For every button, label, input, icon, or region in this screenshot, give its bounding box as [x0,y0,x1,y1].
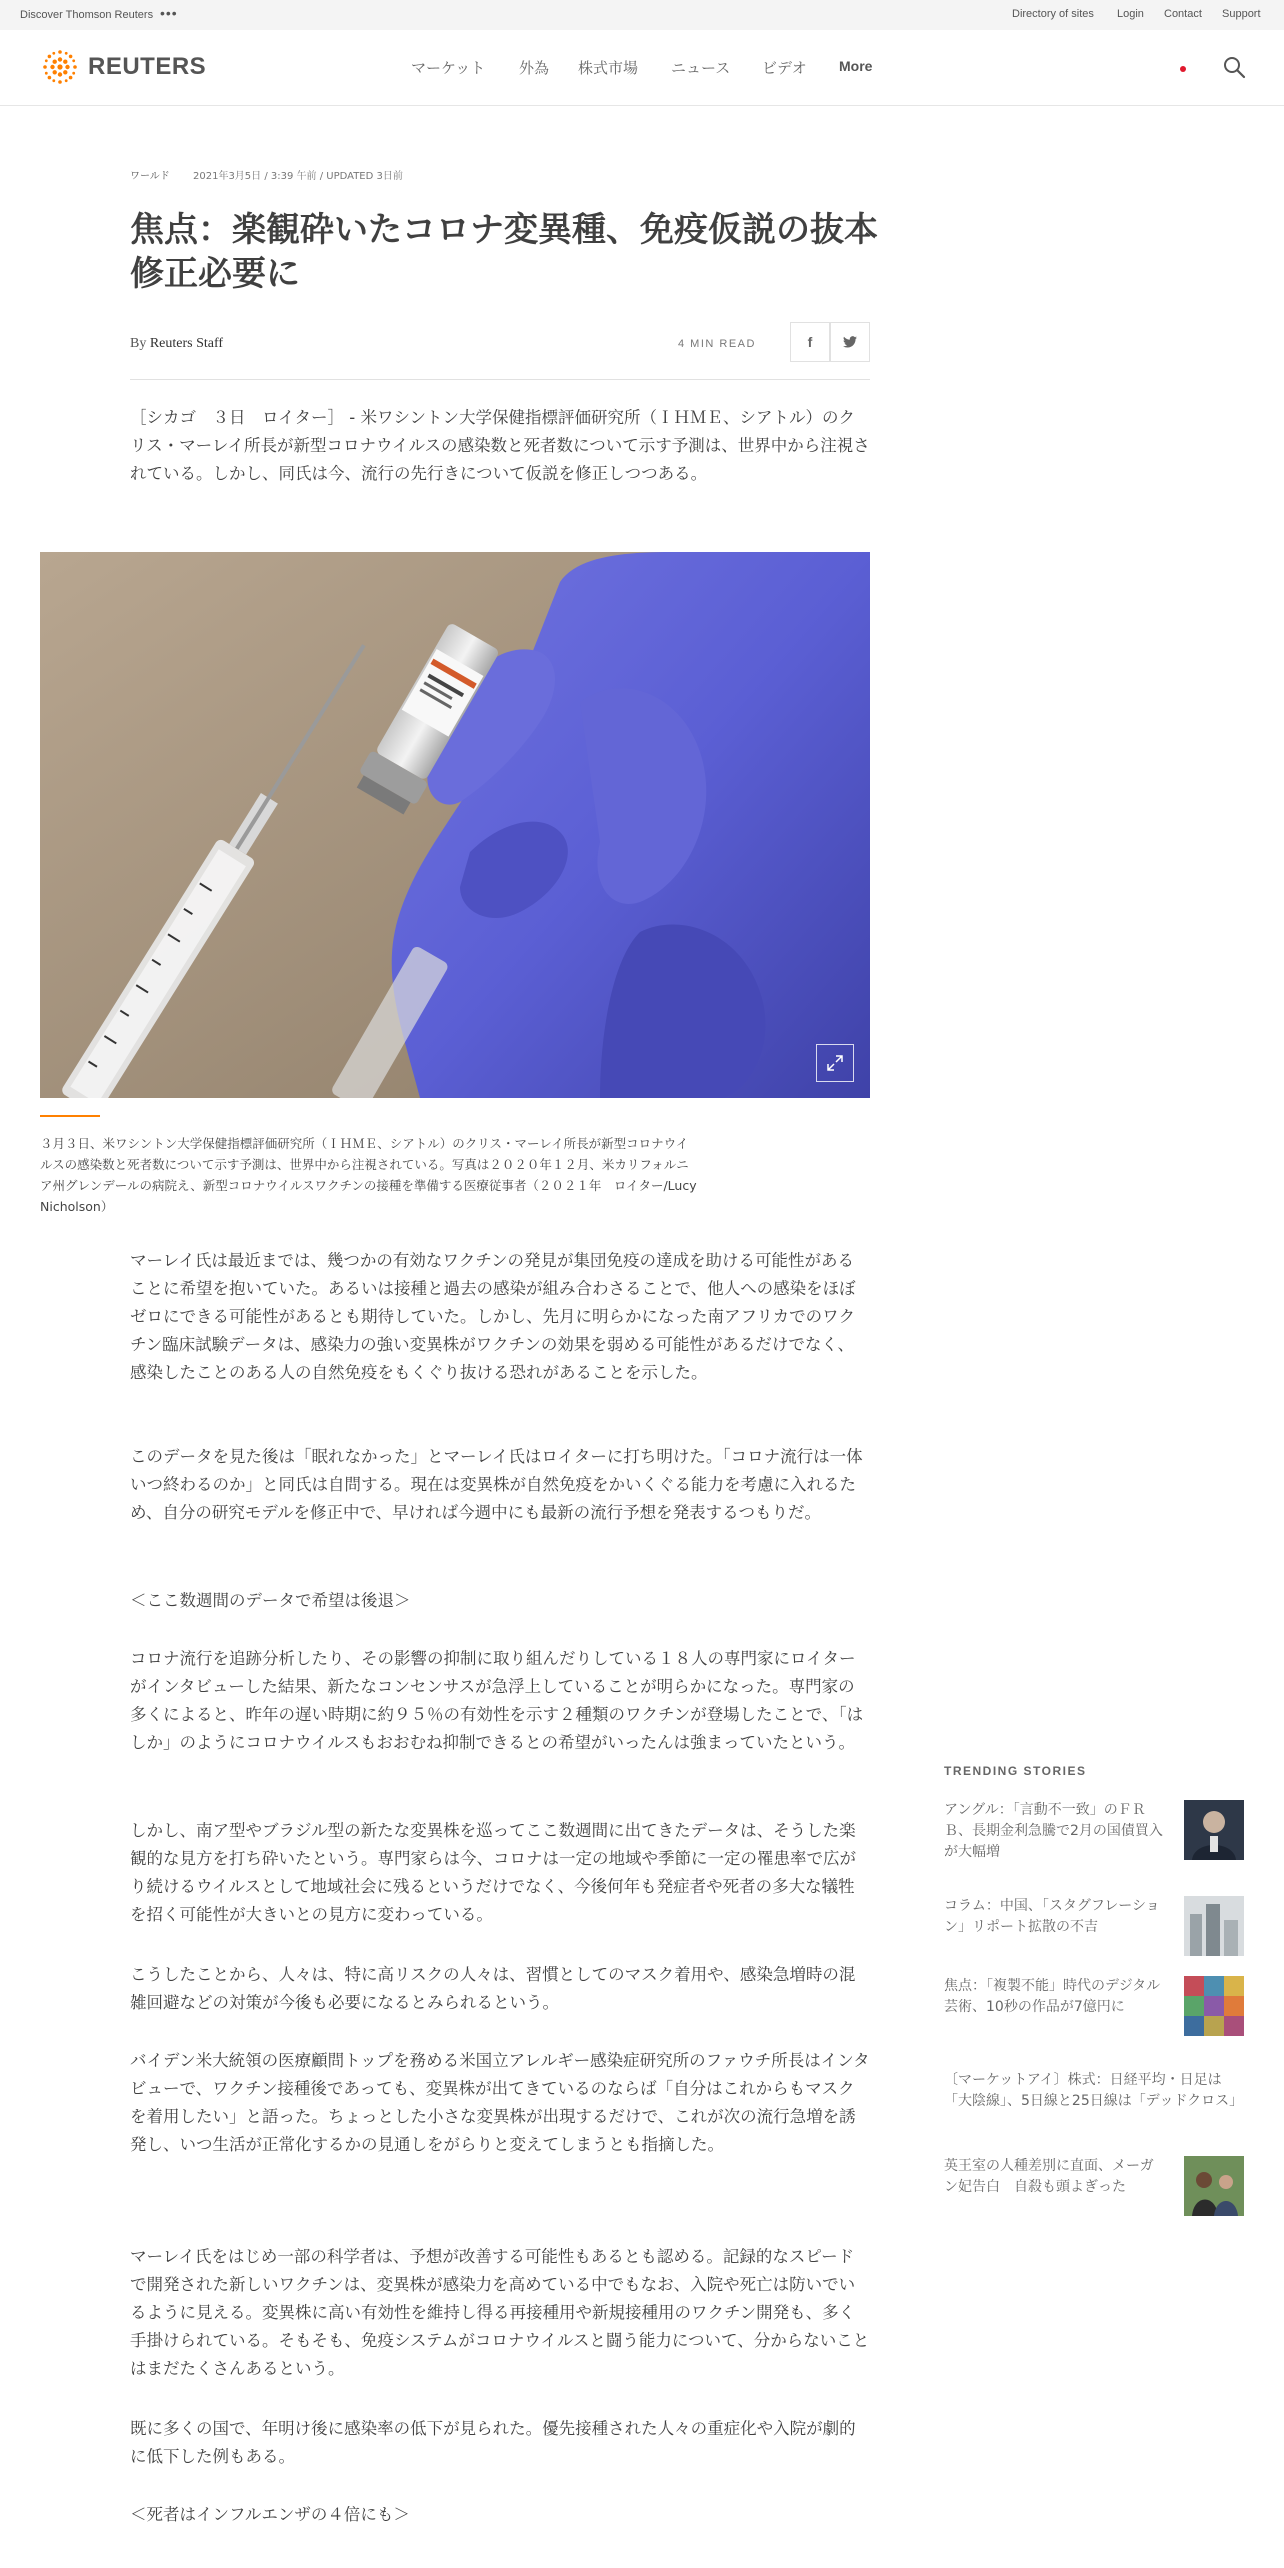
article-paragraph: コロナ流行を追跡分析したり、その影響の抑制に取り組んだりしている１８人の専門家にロイターがインタビューした結果、新たなコンセンサスが急浮上していることが明らかになった。専門家の多くによると、昨年の遅い時期に約９５％の有効性を示す２種類のワクチンが登場したことで、「はしか」のようにコロナウイルスもおおむね抑制できるとの希望がいったんは強まっていたという。 [130,1649,864,1752]
article-paragraph: しかし、南ア型やブラジル型の新たな変異株を巡ってここ数週間に出てきたデータは、そうした楽観的な見方を打ち砕いたという。専門家らは今、コロナは一定の地域や季節に一定の罹患率で広がり続けるウイルスとして地域社会に残るというだけでなく、今後何年も発症者や死者の多大な犠牲を招く可能性が大きいとの見方に変わっている。 [130,1821,856,1924]
expand-icon [827,1055,843,1071]
more-dots-icon[interactable]: ••• [160,5,178,21]
directory-link[interactable]: Directory of sites [1012,8,1094,20]
collage-thumbnail-image [1184,1976,1244,2036]
caption-rule [40,1115,100,1117]
logo-text: REUTERS [88,53,207,80]
trending-story-thumbnail[interactable] [1184,1896,1244,1956]
city-thumbnail-image [1184,1896,1244,1956]
byline-prefix: By [130,336,147,351]
japan-flag-icon[interactable] [1176,62,1190,76]
article-meta [130,167,403,182]
dateline: 2021年3月5日 / 3:39 午前 / UPDATED 3日前 [193,171,403,182]
search-icon[interactable] [1222,55,1246,79]
trending-story-headline[interactable]: 〔マーケットアイ〕株式：日経平均・日足は「大陰線」、5日線と25日線は「デッドクロス」 [944,2072,1244,2109]
byline-row [130,320,870,380]
photo-caption: ３月３日、米ワシントン大学保健指標評価研究所（ＩＨＭＥ、シアトル）のクリス・マーレイ所長が新型コロナウイルスの感染数と死者数について示す予測は、世界中から注視されている。写真は２０２０年１２月、米カリフォルニア州グレンデールの病院え、新型コロナウイルスワクチンの接種を準備する医療従事者（２０２１年 ロイター/Lucy Nicholson） [40,1136,697,1214]
twitter-share-button[interactable] [830,322,870,362]
byline [130,336,223,352]
trending-stories-title: TRENDING STORIES [944,1764,1087,1778]
vaccine-photo-image [40,552,870,1098]
top-utility-bar [0,0,1284,30]
author-link[interactable]: Reuters Staff [149,336,224,351]
article-photo[interactable] [40,552,870,1098]
trending-story-headline[interactable]: 焦点：「複製不能」時代のデジタル芸術、10秒の作品が7億円に [944,1978,1161,2015]
article-subheading: ＜死者はインフルエンザの４倍にも＞ [130,2505,410,2524]
nav-stocks[interactable]: 株式市場 [578,59,639,77]
nav-market[interactable]: マーケット [411,59,486,77]
discover-thomson-reuters-link[interactable]: Discover Thomson Reuters [20,9,154,21]
nav-video[interactable]: ビデオ [762,59,807,77]
interview-thumbnail-image [1184,2156,1244,2216]
nav-news[interactable]: ニュース [671,59,731,77]
article-paragraph: 既に多くの国で、年明け後に感染率の低下が見られた。優先接種された人々の重症化や入院が劇的に低下した例もある。 [130,2419,856,2466]
reuters-logo-icon [40,47,80,87]
reuters-logo[interactable] [40,47,206,87]
trending-story-headline[interactable]: コラム：中国、「スタグフレーション」リポート拡散の不吉 [944,1898,1160,1935]
expand-photo-button[interactable] [816,1044,854,1082]
trending-story-thumbnail[interactable] [1184,1976,1244,2036]
read-time: 4 MIN READ [678,338,756,350]
article-paragraph: こうしたことから、人々は、特に高リスクの人々は、習慣としてのマスク着用や、感染急増時の混雑回避などの対策が今後も必要になるとみられるという。 [130,1965,856,2012]
trending-story-headline[interactable]: アングル：「言動不一致」のＦＲＢ、長期金利急騰で2月の国債買入が大幅増 [944,1802,1163,1860]
trending-story-thumbnail[interactable] [1184,2156,1244,2216]
contact-link[interactable]: Contact [1164,8,1202,20]
facebook-icon: f [807,334,813,350]
trending-story-headline[interactable]: 英王室の人種差別に直面、メーガン妃告白 自殺も頭よぎった [944,2158,1154,2195]
facebook-share-button[interactable] [790,322,830,362]
twitter-icon [843,336,857,348]
article-paragraph: マーレイ氏は最近までは、幾つかの有効なワクチンの発見が集団免疫の達成を助ける可能性があることに希望を抱いていた。あるいは接種と過去の感染が組み合わさることで、他人への感染をほぼゼロにできる可能性があるとも期待していた。しかし、先月に明らかになった南アフリカでのワクチン臨床試験データは、感染力の強い変異株がワクチンの効果を弱める可能性があるだけでなく、感染したことのある人の自然免疫をもくぐり抜ける恐れがあることを示した。 [130,1251,856,1382]
site-header [0,30,1284,106]
article-title: 焦点：楽観砕いたコロナ変異種、免疫仮説の抜本修正必要に [130,210,878,294]
section-label[interactable]: ワールド [130,171,170,182]
portrait-thumbnail-image [1184,1800,1244,1860]
article-subheading: ＜ここ数週間のデータで希望は後退＞ [130,1591,411,1610]
article-paragraph: マーレイ氏をはじめ一部の科学者は、予想が改善する可能性もあるとも認める。記録的なスピードで開発された新しいワクチンは、変異株が感染力を高めている中でもなお、入院や死亡は防いでいるように見える。変異株に高い有効性を維持し得る再接種用や新規接種用のワクチン開発も、多く手掛けられている。そもそも、免疫システムがコロナウイルスと闘う能力について、分からないことはまだたくさんあるという。 [130,2247,870,2378]
nav-more[interactable]: More [839,58,873,74]
nav-forex[interactable]: 外為 [519,59,550,77]
login-link[interactable]: Login [1117,8,1144,20]
trending-story-thumbnail[interactable] [1184,1800,1244,1860]
article-paragraph: バイデン米大統領の医療顧問トップを務める米国立アレルギー感染症研究所のファウチ所長はインタビューで、ワクチン接種後であっても、変異株が出てきているのならば「自分はこれからもマスクを着用したい」と語った。ちょっとした小さな変異株が出現するだけで、これが次の流行急増を誘発し、いつ生活が正常化するかの見通しをがらりと変えてしまうとも指摘した。 [130,2051,870,2154]
article-lede: ［シカゴ ３日 ロイター］ - 米ワシントン大学保健指標評価研究所（ＩＨＭＥ、シアトル）のクリス・マーレイ所長が新型コロナウイルスの感染数と死者数について示す予測は、世界中から注視されている。しかし、同氏は今、流行の先行きについて仮説を修正しつつある。 [130,408,870,483]
support-link[interactable]: Support [1222,8,1261,20]
article-paragraph: このデータを見た後は「眠れなかった」とマーレイ氏はロイターに打ち明けた。「コロナ流行は一体いつ終わるのか」と同氏は自問する。現在は変異株が自然免疫をかいくぐる能力を考慮に入れるため、自分の研究モデルを修正中で、早ければ今週中にも最新の流行予想を発表するつもりだ。 [130,1447,863,1522]
